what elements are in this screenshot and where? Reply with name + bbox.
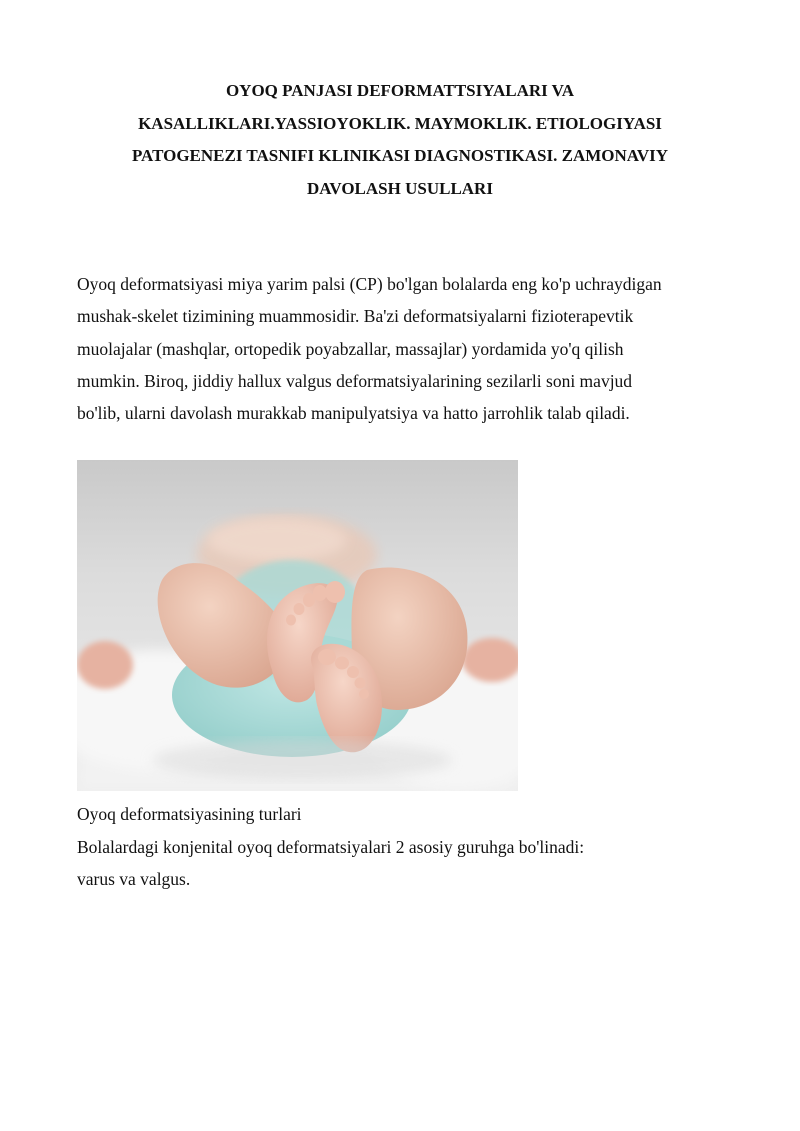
paragraph-line: muolajalar (mashqlar, ortopedik poyabzallar, massajlar) yordamida yo'q qilish: [77, 338, 624, 359]
types-section: [77, 798, 727, 896]
body-line: varus va valgus.: [77, 869, 191, 889]
paragraph-line: Oyoq deformatsiyasi miya yarim palsi (CP) bo'lgan bolalarda eng ko'p uchraydigan: [77, 274, 662, 294]
paragraph-line: bo'lib, ularni davolash murakkab manipulyatsiya va hatto jarrohlik talab qiladi.: [77, 403, 630, 424]
title-line: KASALLIKLARI.YASSIOYOKLIK. MAYMOKLIK. ETIOLOGIYASI: [138, 113, 662, 133]
title-line: OYOQ PANJASI DEFORMATTSIYALARI VA: [225, 81, 575, 100]
section-heading: Oyoq deformatsiyasining turlari: [77, 804, 302, 824]
paragraph-line: mushak-skelet tizimining muammosidir. Ba'zi deformatsiyalarni fizioterapevtik: [77, 306, 634, 327]
paragraph-line: mumkin. Biroq, jiddiy hallux valgus deformatsiyalarining sezilarli soni mavjud: [77, 370, 633, 391]
title-line: DAVOLASH USULLARI: [307, 178, 493, 198]
document-title: [70, 75, 730, 205]
intro-paragraph: [77, 268, 727, 429]
baby-feet-photo: [77, 460, 518, 791]
body-line: Bolalardagi konjenital oyoq deformatsiyalari 2 asosiy guruhga bo'linadi:: [77, 836, 585, 857]
title-line: PATOGENEZI TASNIFI KLINIKASI DIAGNOSTIKASI. ZAMONAVIY: [131, 146, 669, 165]
